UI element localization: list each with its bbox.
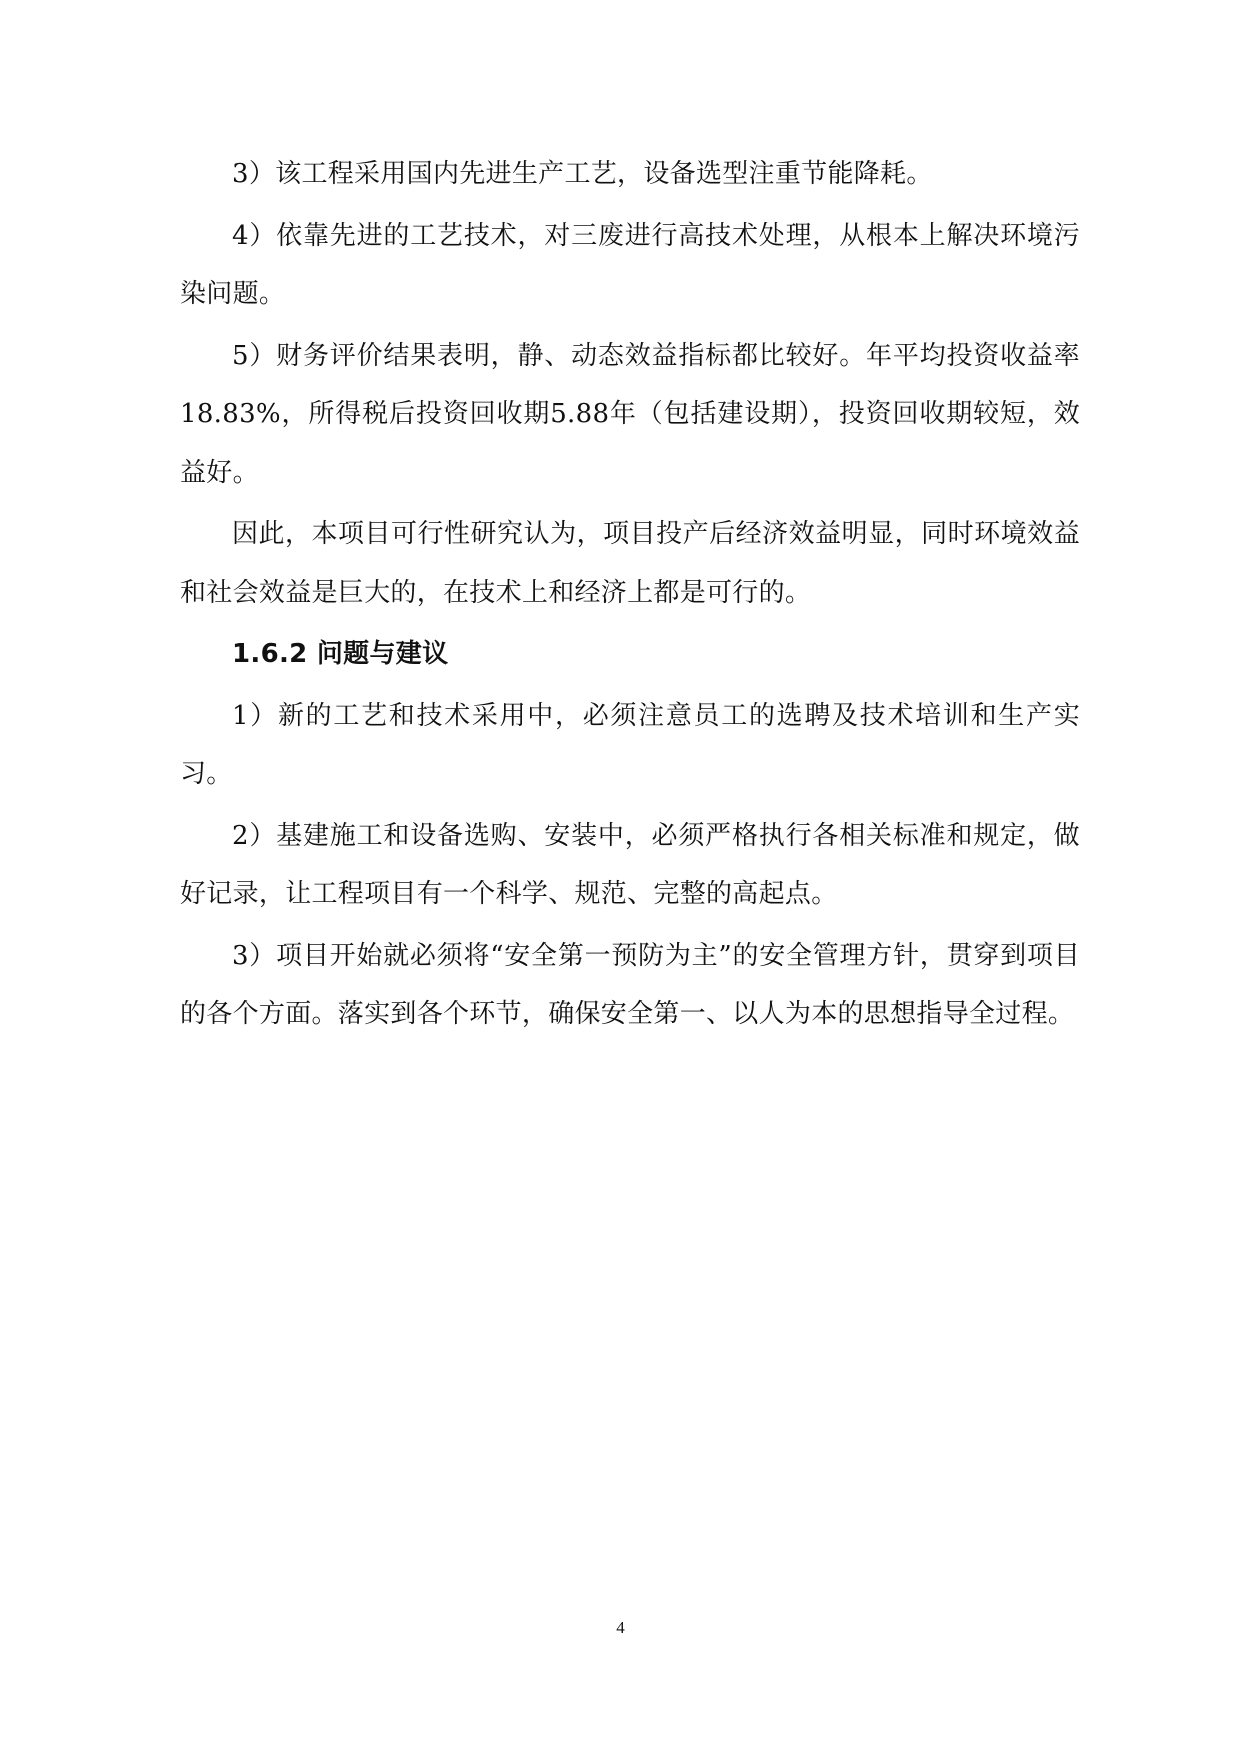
paragraph-safety-policy: 3）项目开始就必须将“安全第一预防为主”的安全管理方针，贯穿到项目的各个方面。落实到各个环节，确保安全第一、以人为本的思想指导全过程。 [180,940,1080,1029]
paragraph-conclusion: 因此，本项目可行性研究认为，项目投产后经济效益明显，同时环境效益和社会效益是巨大的，在技术上和经济上都是可行的。 [180,519,1080,608]
document-body [180,145,1080,1047]
paragraph-construction-standards: 2）基建施工和设备选购、安装中，必须严格执行各相关标准和规定，做好记录，让工程项目有一个科学、规范、完整的高起点。 [180,820,1080,909]
paragraph-financial-evaluation: 5）财务评价结果表明，静、动态效益指标都比较好。年平均投资收益率18.83%，所得税后投资回收期5.88年（包括建设期），投资回收期较短，效益好。 [180,340,1080,488]
paragraph-training: 1）新的工艺和技术采用中，必须注意员工的选聘及技术培训和生产实习。 [180,700,1080,789]
paragraph-energy-saving: 3）该工程采用国内先进生产工艺，设备选型注重节能降耗。 [232,159,933,189]
section-heading: 1.6.2 问题与建议 [232,639,449,669]
paragraph-waste-treatment: 4）依靠先进的工艺技术，对三废进行高技术处理，从根本上解决环境污染问题。 [180,220,1080,309]
page-number: 4 [616,1618,625,1637]
